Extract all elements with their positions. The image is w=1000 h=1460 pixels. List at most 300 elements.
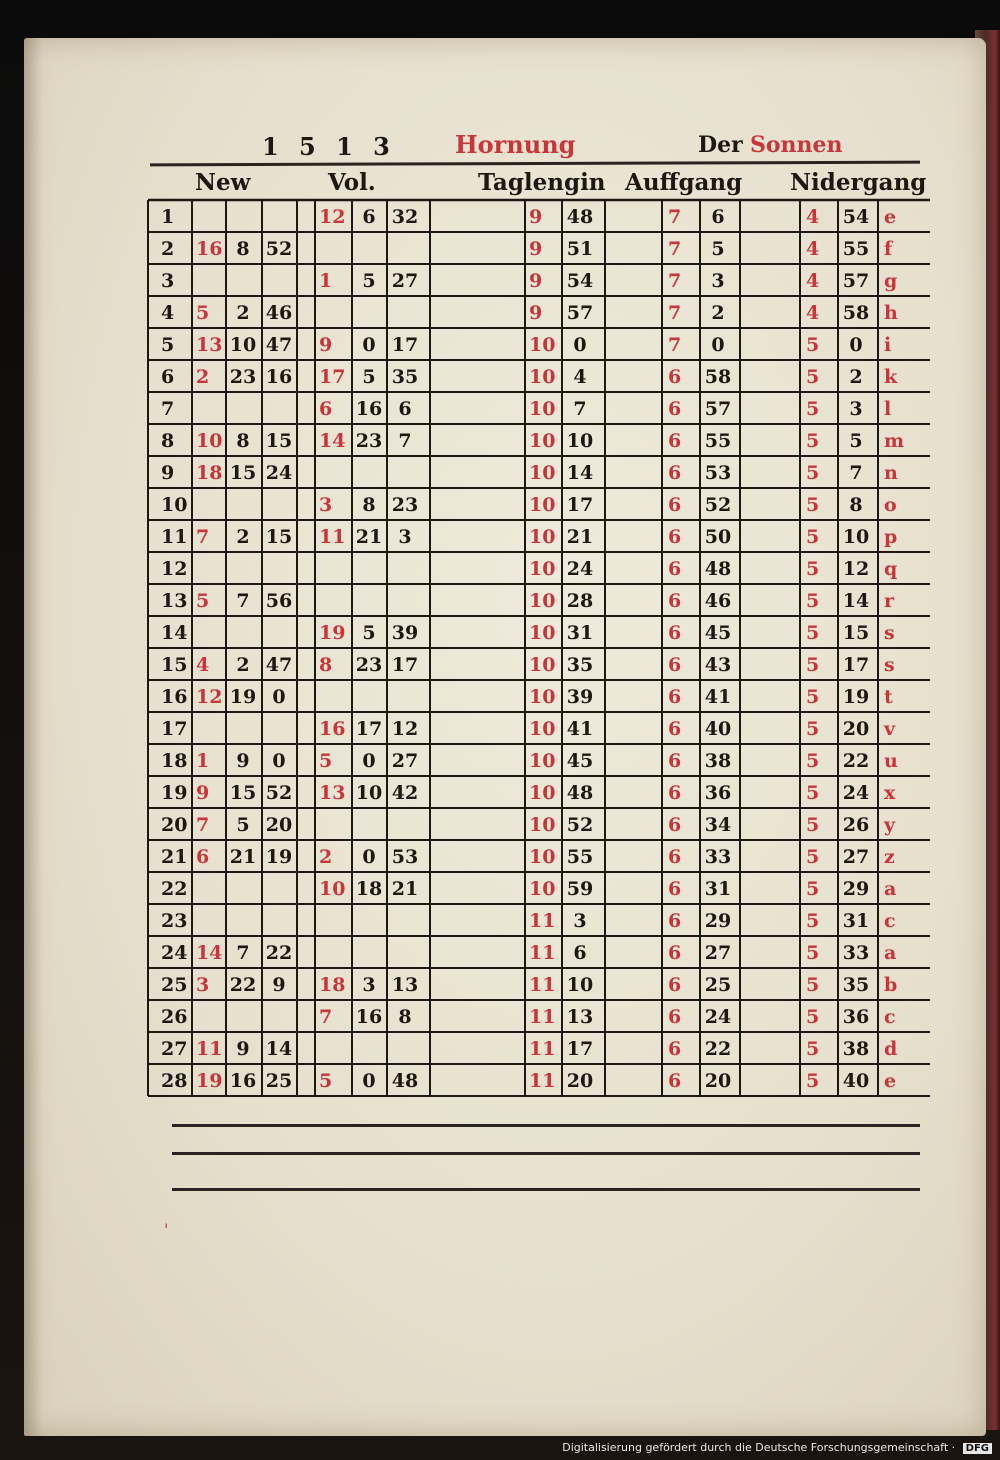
new-day: 19 xyxy=(196,1070,223,1092)
sunrise-hour: 7 xyxy=(668,238,682,260)
daylength-minutes: 28 xyxy=(566,590,594,612)
vol-hour: 21 xyxy=(355,526,383,548)
vol-hour: 17 xyxy=(355,718,383,740)
new-hour: 2 xyxy=(236,302,250,324)
day-number: 7 xyxy=(161,398,175,420)
daylength-hours: 11 xyxy=(529,942,556,964)
new-hour: 9 xyxy=(236,750,250,772)
vol-minute: 13 xyxy=(391,974,419,996)
sunrise-minute: 45 xyxy=(704,622,732,644)
dominical-letter: k xyxy=(884,366,898,388)
sunset-hour: 5 xyxy=(806,846,820,868)
sunset-hour: 5 xyxy=(806,750,820,772)
daylength-minutes: 17 xyxy=(566,494,594,516)
new-day: 14 xyxy=(196,942,223,964)
daylength-minutes: 14 xyxy=(566,462,594,484)
vol-minute: 3 xyxy=(398,526,412,548)
vol-minute: 27 xyxy=(391,750,419,772)
vol-minute: 7 xyxy=(398,430,412,452)
new-day: 16 xyxy=(196,238,223,260)
vol-hour: 6 xyxy=(362,206,376,228)
vol-hour: 10 xyxy=(355,782,383,804)
vol-hour: 5 xyxy=(362,622,376,644)
vol-day: 7 xyxy=(319,1006,333,1028)
vol-minute: 17 xyxy=(391,654,419,676)
vol-day: 10 xyxy=(319,878,346,900)
daylength-minutes: 48 xyxy=(566,782,594,804)
sunset-hour: 5 xyxy=(806,814,820,836)
daylength-hours: 10 xyxy=(529,430,556,452)
new-minute: 14 xyxy=(265,1038,293,1060)
vol-hour: 0 xyxy=(362,750,376,772)
new-hour: 23 xyxy=(229,366,257,388)
day-number: 2 xyxy=(161,238,175,260)
daylength-minutes: 45 xyxy=(566,750,594,772)
vol-hour: 16 xyxy=(355,398,383,420)
vol-day: 1 xyxy=(319,270,333,292)
sunset-minute: 54 xyxy=(842,206,870,228)
sunrise-minute: 48 xyxy=(704,558,732,580)
new-hour: 7 xyxy=(236,942,250,964)
vol-hour: 23 xyxy=(355,654,383,676)
sunset-hour: 5 xyxy=(806,366,820,388)
footer-rule xyxy=(172,1152,920,1155)
sunrise-minute: 41 xyxy=(704,686,732,708)
vol-hour: 23 xyxy=(355,430,383,452)
vol-minute: 8 xyxy=(398,1006,412,1028)
sunset-hour: 5 xyxy=(806,1070,820,1092)
sunset-hour: 5 xyxy=(806,494,820,516)
vol-hour: 5 xyxy=(362,366,376,388)
dominical-letter: f xyxy=(884,238,893,260)
vol-day: 2 xyxy=(319,846,333,868)
daylength-hours: 10 xyxy=(529,398,556,420)
daylength-minutes: 20 xyxy=(566,1070,594,1092)
new-day: 2 xyxy=(196,366,210,388)
sunrise-hour: 6 xyxy=(668,526,682,548)
day-number: 15 xyxy=(161,654,188,676)
dominical-letter: h xyxy=(884,302,898,324)
vol-hour: 8 xyxy=(362,494,376,516)
daylength-minutes: 52 xyxy=(566,814,594,836)
new-hour: 15 xyxy=(229,462,257,484)
vol-minute: 39 xyxy=(391,622,419,644)
daylength-minutes: 3 xyxy=(573,910,587,932)
daylength-minutes: 0 xyxy=(573,334,587,356)
new-day: 1 xyxy=(196,750,210,772)
sunrise-minute: 25 xyxy=(704,974,732,996)
vol-day: 9 xyxy=(319,334,333,356)
dominical-letter: e xyxy=(884,206,897,228)
daylength-hours: 10 xyxy=(529,814,556,836)
daylength-hours: 9 xyxy=(529,206,543,228)
sunset-hour: 4 xyxy=(806,302,820,324)
new-minute: 47 xyxy=(265,334,293,356)
day-number: 17 xyxy=(161,718,188,740)
daylength-hours: 10 xyxy=(529,526,556,548)
sunrise-minute: 38 xyxy=(704,750,732,772)
sunset-hour: 5 xyxy=(806,718,820,740)
sunset-hour: 5 xyxy=(806,910,820,932)
credit-text: Digitalisierung gefördert durch die Deutsche Forschungsgemeinschaft xyxy=(562,1441,949,1454)
column-header-nidergang: Nidergang xyxy=(790,169,927,196)
vol-day: 16 xyxy=(319,718,346,740)
daylength-minutes: 57 xyxy=(566,302,594,324)
new-hour: 5 xyxy=(236,814,250,836)
vol-day: 19 xyxy=(319,622,346,644)
daylength-hours: 10 xyxy=(529,686,556,708)
vol-minute: 42 xyxy=(391,782,419,804)
sunset-minute: 33 xyxy=(842,942,870,964)
vol-day: 6 xyxy=(319,398,333,420)
new-hour: 15 xyxy=(229,782,257,804)
vol-hour: 5 xyxy=(362,270,376,292)
vol-day: 13 xyxy=(319,782,346,804)
day-number: 10 xyxy=(161,494,188,516)
dominical-letter: a xyxy=(884,878,897,900)
sunset-minute: 22 xyxy=(842,750,870,772)
header-der: Der xyxy=(698,132,743,158)
vol-day: 18 xyxy=(319,974,346,996)
new-minute: 0 xyxy=(272,686,286,708)
dominical-letter: s xyxy=(884,622,895,644)
daylength-hours: 10 xyxy=(529,846,556,868)
new-day: 9 xyxy=(196,782,210,804)
dfg-logo: DFG xyxy=(963,1443,992,1454)
new-day: 18 xyxy=(196,462,223,484)
new-minute: 52 xyxy=(265,782,293,804)
dominical-letter: m xyxy=(884,430,905,452)
sunset-minute: 38 xyxy=(842,1038,870,1060)
sunset-minute: 20 xyxy=(842,718,870,740)
sunrise-hour: 6 xyxy=(668,654,682,676)
daylength-hours: 9 xyxy=(529,302,543,324)
daylength-hours: 10 xyxy=(529,462,556,484)
day-number: 11 xyxy=(161,526,188,548)
sunrise-minute: 52 xyxy=(704,494,732,516)
daylength-minutes: 4 xyxy=(573,366,587,388)
sunrise-minute: 31 xyxy=(704,878,732,900)
sunset-hour: 5 xyxy=(806,622,820,644)
vol-day: 5 xyxy=(319,1070,333,1092)
vol-minute: 32 xyxy=(391,206,419,228)
day-number: 14 xyxy=(161,622,188,644)
new-day: 5 xyxy=(196,590,210,612)
sunrise-minute: 53 xyxy=(704,462,732,484)
new-minute: 56 xyxy=(265,590,293,612)
new-hour: 22 xyxy=(229,974,257,996)
sunrise-minute: 29 xyxy=(704,910,732,932)
column-header-vol: Vol. xyxy=(328,169,376,196)
sunrise-minute: 5 xyxy=(711,238,725,260)
day-number: 24 xyxy=(161,942,188,964)
sunrise-minute: 6 xyxy=(711,206,725,228)
sunrise-hour: 6 xyxy=(668,846,682,868)
sunrise-hour: 6 xyxy=(668,622,682,644)
vol-hour: 18 xyxy=(355,878,383,900)
sunset-minute: 27 xyxy=(842,846,870,868)
vol-day: 14 xyxy=(319,430,346,452)
day-number: 5 xyxy=(161,334,175,356)
sunrise-hour: 6 xyxy=(668,942,682,964)
new-day: 7 xyxy=(196,526,210,548)
column-header-new: New xyxy=(195,169,251,196)
daylength-minutes: 24 xyxy=(566,558,594,580)
sunrise-hour: 7 xyxy=(668,206,682,228)
new-hour: 16 xyxy=(229,1070,257,1092)
sunset-minute: 0 xyxy=(849,334,863,356)
vol-hour: 3 xyxy=(362,974,376,996)
sunset-hour: 5 xyxy=(806,398,820,420)
daylength-minutes: 31 xyxy=(566,622,594,644)
daylength-minutes: 7 xyxy=(573,398,587,420)
sunrise-hour: 6 xyxy=(668,462,682,484)
sunrise-minute: 3 xyxy=(711,270,725,292)
new-day: 4 xyxy=(196,654,210,676)
footer-rule xyxy=(172,1188,920,1191)
new-minute: 25 xyxy=(265,1070,293,1092)
daylength-hours: 10 xyxy=(529,494,556,516)
sunset-minute: 17 xyxy=(842,654,870,676)
new-minute: 0 xyxy=(272,750,286,772)
sunrise-hour: 6 xyxy=(668,750,682,772)
new-minute: 9 xyxy=(272,974,286,996)
sunset-hour: 5 xyxy=(806,654,820,676)
sunset-hour: 4 xyxy=(806,238,820,260)
day-number: 26 xyxy=(161,1006,188,1028)
new-hour: 10 xyxy=(229,334,257,356)
column-header-auffgang: Auffgang xyxy=(625,169,743,196)
digitization-credit: Digitalisierung gefördert durch die Deutsche Forschungsgemeinschaft · DFG xyxy=(562,1441,992,1454)
dominical-letter: q xyxy=(884,558,898,580)
sunrise-hour: 6 xyxy=(668,430,682,452)
daylength-minutes: 35 xyxy=(566,654,594,676)
dominical-letter: n xyxy=(884,462,898,484)
vol-day: 17 xyxy=(319,366,346,388)
daylength-minutes: 48 xyxy=(566,206,594,228)
sunset-hour: 5 xyxy=(806,526,820,548)
dominical-letter: g xyxy=(884,270,898,292)
daylength-hours: 11 xyxy=(529,1038,556,1060)
vol-minute: 53 xyxy=(391,846,419,868)
day-number: 25 xyxy=(161,974,188,996)
new-hour: 21 xyxy=(229,846,257,868)
day-number: 9 xyxy=(161,462,175,484)
new-minute: 22 xyxy=(265,942,293,964)
new-minute: 15 xyxy=(265,526,293,548)
sunset-hour: 5 xyxy=(806,334,820,356)
vol-hour: 0 xyxy=(362,334,376,356)
new-minute: 15 xyxy=(265,430,293,452)
sunrise-hour: 7 xyxy=(668,270,682,292)
sunset-hour: 5 xyxy=(806,686,820,708)
dominical-letter: r xyxy=(884,590,895,612)
new-day: 13 xyxy=(196,334,223,356)
daylength-hours: 10 xyxy=(529,622,556,644)
vol-hour: 16 xyxy=(355,1006,383,1028)
sunrise-hour: 6 xyxy=(668,366,682,388)
daylength-minutes: 54 xyxy=(566,270,594,292)
vol-minute: 35 xyxy=(391,366,419,388)
dominical-letter: e xyxy=(884,1070,897,1092)
dominical-letter: b xyxy=(884,974,898,996)
dominical-letter: u xyxy=(884,750,898,772)
dominical-letter: d xyxy=(884,1038,898,1060)
day-number: 13 xyxy=(161,590,188,612)
sunrise-minute: 20 xyxy=(704,1070,732,1092)
sunrise-hour: 7 xyxy=(668,302,682,324)
new-minute: 47 xyxy=(265,654,293,676)
day-number: 1 xyxy=(161,206,175,228)
sunset-minute: 15 xyxy=(842,622,870,644)
daylength-minutes: 13 xyxy=(566,1006,594,1028)
sunset-minute: 3 xyxy=(849,398,863,420)
dominical-letter: z xyxy=(884,846,895,868)
footer-rule xyxy=(172,1124,920,1127)
dominical-letter: l xyxy=(884,398,892,420)
daylength-hours: 11 xyxy=(529,974,556,996)
sunset-minute: 12 xyxy=(842,558,870,580)
day-number: 6 xyxy=(161,366,175,388)
sunset-minute: 24 xyxy=(842,782,870,804)
new-day: 6 xyxy=(196,846,210,868)
dominical-letter: s xyxy=(884,654,895,676)
day-number: 19 xyxy=(161,782,188,804)
vol-minute: 17 xyxy=(391,334,419,356)
red-mark: ' xyxy=(164,1220,169,1239)
sunset-hour: 5 xyxy=(806,974,820,996)
vol-minute: 48 xyxy=(391,1070,419,1092)
sunset-minute: 55 xyxy=(842,238,870,260)
day-number: 12 xyxy=(161,558,188,580)
page-month: Hornung xyxy=(455,130,576,159)
daylength-hours: 10 xyxy=(529,654,556,676)
sunrise-hour: 6 xyxy=(668,1070,682,1092)
sunset-hour: 5 xyxy=(806,1038,820,1060)
sunrise-hour: 6 xyxy=(668,814,682,836)
new-hour: 7 xyxy=(236,590,250,612)
dominical-letter: x xyxy=(884,782,896,804)
sunset-hour: 4 xyxy=(806,270,820,292)
vol-minute: 6 xyxy=(398,398,412,420)
sunrise-hour: 6 xyxy=(668,1038,682,1060)
vol-day: 5 xyxy=(319,750,333,772)
daylength-minutes: 59 xyxy=(566,878,594,900)
sunset-minute: 26 xyxy=(842,814,870,836)
daylength-hours: 10 xyxy=(529,878,556,900)
sunrise-hour: 6 xyxy=(668,398,682,420)
sunrise-hour: 6 xyxy=(668,686,682,708)
daylength-minutes: 51 xyxy=(566,238,594,260)
vol-day: 3 xyxy=(319,494,333,516)
sunset-hour: 5 xyxy=(806,558,820,580)
vol-minute: 23 xyxy=(391,494,419,516)
new-day: 11 xyxy=(196,1038,223,1060)
daylength-minutes: 21 xyxy=(566,526,594,548)
new-day: 12 xyxy=(196,686,223,708)
sunrise-hour: 6 xyxy=(668,974,682,996)
dominical-letter: v xyxy=(884,718,896,740)
sunrise-minute: 36 xyxy=(704,782,732,804)
day-number: 21 xyxy=(161,846,188,868)
vol-minute: 12 xyxy=(391,718,419,740)
sunrise-minute: 22 xyxy=(704,1038,732,1060)
sunset-hour: 5 xyxy=(806,782,820,804)
daylength-minutes: 55 xyxy=(566,846,594,868)
sunset-minute: 19 xyxy=(842,686,870,708)
sunrise-hour: 6 xyxy=(668,590,682,612)
day-number: 3 xyxy=(161,270,175,292)
new-hour: 2 xyxy=(236,526,250,548)
dominical-letter: y xyxy=(884,814,896,836)
sunrise-hour: 6 xyxy=(668,878,682,900)
sunrise-hour: 6 xyxy=(668,494,682,516)
daylength-minutes: 10 xyxy=(566,430,594,452)
sunrise-minute: 46 xyxy=(704,590,732,612)
sunrise-minute: 27 xyxy=(704,942,732,964)
vol-hour: 0 xyxy=(362,1070,376,1092)
sunset-hour: 5 xyxy=(806,462,820,484)
new-minute: 24 xyxy=(265,462,293,484)
sunset-minute: 31 xyxy=(842,910,870,932)
header-sonnen: Sonnen xyxy=(750,132,843,158)
daylength-hours: 9 xyxy=(529,238,543,260)
new-day: 10 xyxy=(196,430,223,452)
dominical-letter: c xyxy=(884,910,896,932)
column-header-taglengin: Taglengin xyxy=(478,169,606,196)
sunrise-minute: 43 xyxy=(704,654,732,676)
sunrise-minute: 0 xyxy=(711,334,725,356)
new-minute: 19 xyxy=(265,846,293,868)
sunrise-hour: 6 xyxy=(668,558,682,580)
sunset-hour: 5 xyxy=(806,590,820,612)
new-hour: 8 xyxy=(236,430,250,452)
sunset-hour: 5 xyxy=(806,942,820,964)
sunset-minute: 5 xyxy=(849,430,863,452)
day-number: 27 xyxy=(161,1038,188,1060)
sunset-minute: 57 xyxy=(842,270,870,292)
daylength-minutes: 6 xyxy=(573,942,587,964)
new-day: 3 xyxy=(196,974,210,996)
sunrise-minute: 55 xyxy=(704,430,732,452)
sunrise-minute: 33 xyxy=(704,846,732,868)
new-day: 5 xyxy=(196,302,210,324)
sunrise-minute: 50 xyxy=(704,526,732,548)
daylength-hours: 11 xyxy=(529,1006,556,1028)
new-hour: 8 xyxy=(236,238,250,260)
new-minute: 20 xyxy=(265,814,293,836)
sunset-minute: 40 xyxy=(842,1070,870,1092)
dominical-letter: a xyxy=(884,942,897,964)
sunset-minute: 58 xyxy=(842,302,870,324)
sunset-hour: 5 xyxy=(806,1006,820,1028)
day-number: 22 xyxy=(161,878,188,900)
daylength-minutes: 17 xyxy=(566,1038,594,1060)
sunset-minute: 7 xyxy=(849,462,863,484)
new-hour: 19 xyxy=(229,686,257,708)
day-number: 28 xyxy=(161,1070,188,1092)
sunset-minute: 14 xyxy=(842,590,870,612)
new-minute: 16 xyxy=(265,366,293,388)
sunrise-minute: 24 xyxy=(704,1006,732,1028)
daylength-hours: 10 xyxy=(529,718,556,740)
new-hour: 9 xyxy=(236,1038,250,1060)
sunset-hour: 5 xyxy=(806,878,820,900)
sunrise-hour: 7 xyxy=(668,334,682,356)
new-day: 7 xyxy=(196,814,210,836)
dominical-letter: i xyxy=(884,334,892,356)
sunset-hour: 5 xyxy=(806,430,820,452)
